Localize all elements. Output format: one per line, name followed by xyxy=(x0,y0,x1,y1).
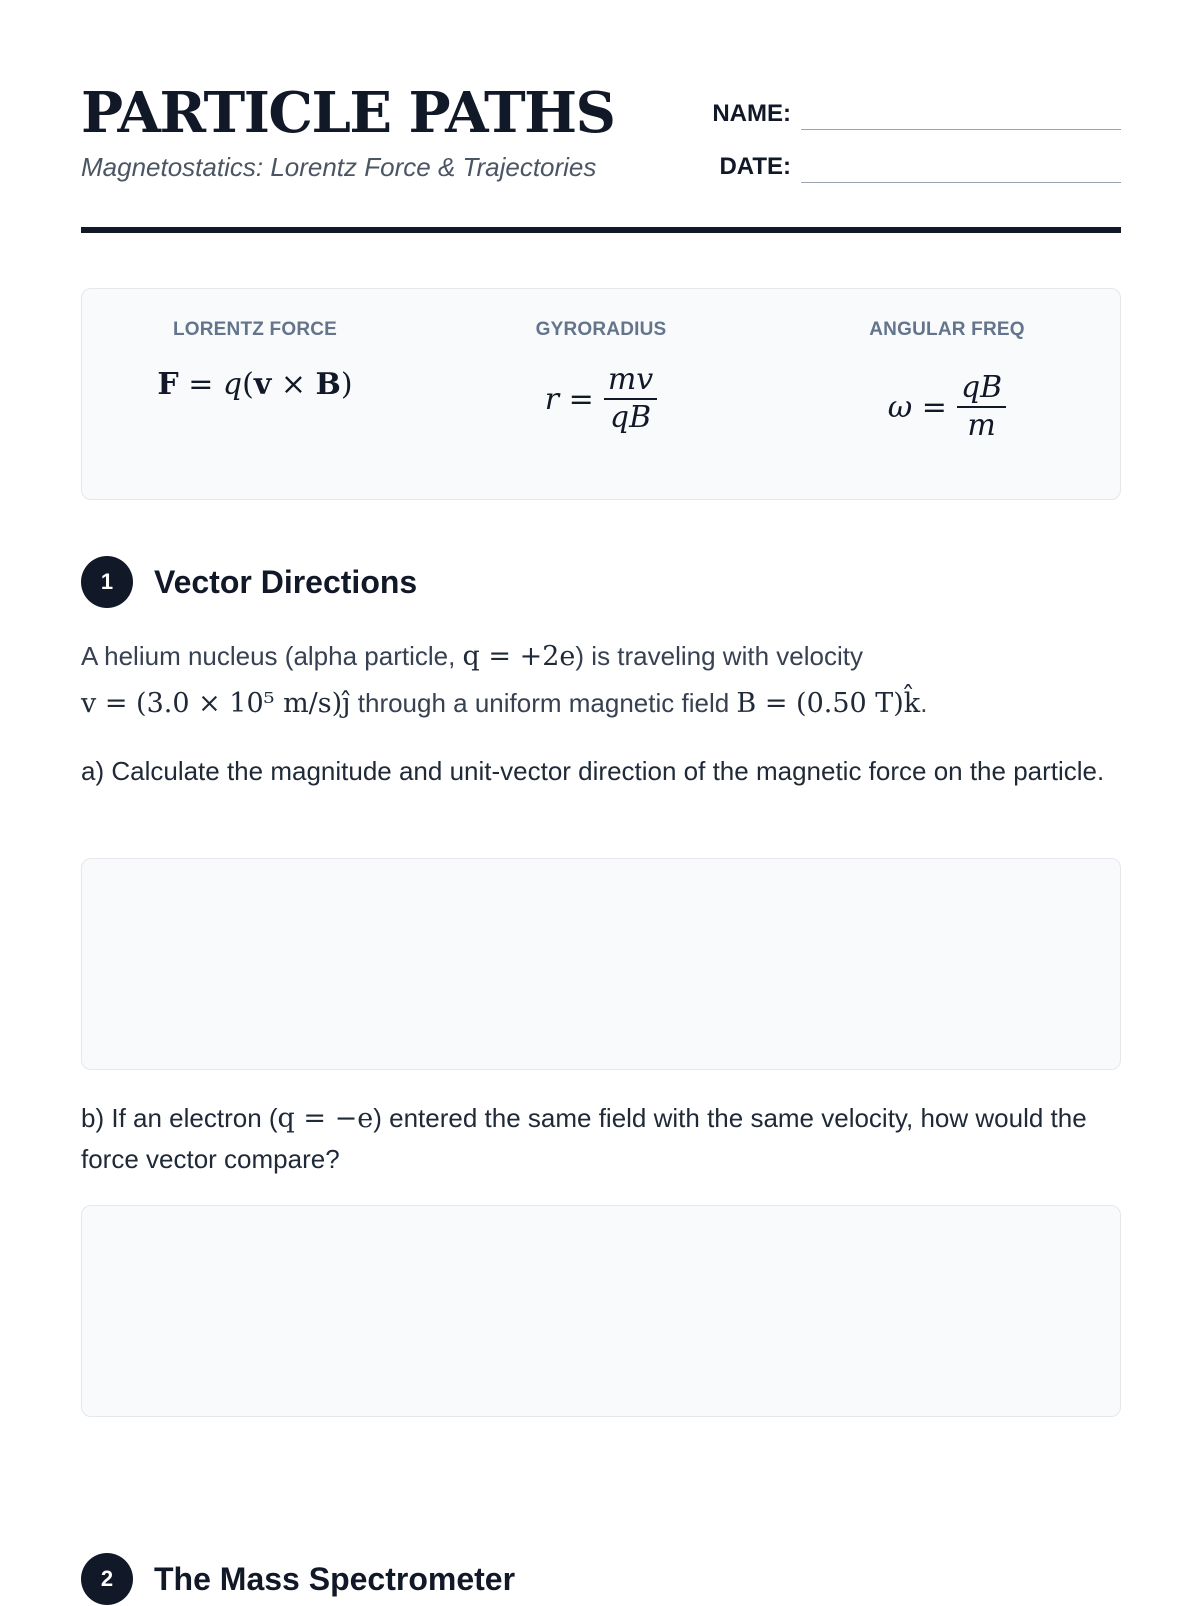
formula-label: GYRORADIUS xyxy=(535,319,667,340)
section-title: Vector Directions xyxy=(154,563,418,600)
problem-text: . xyxy=(920,688,928,718)
question-b xyxy=(81,1098,1121,1179)
section-number-badge: 1 xyxy=(81,556,133,608)
formula-expression: F = q ( v × B ) xyxy=(157,366,353,402)
formula-lorentz-force xyxy=(82,289,428,499)
charge-expression: q = +2e xyxy=(462,641,576,672)
worksheet-header xyxy=(81,0,1121,236)
section-number-badge: 2 xyxy=(81,1553,133,1605)
page-subtitle: Magnetostatics: Lorentz Force & Trajectories xyxy=(81,152,597,182)
name-field[interactable] xyxy=(801,129,1121,130)
answer-box-b[interactable] xyxy=(81,1205,1121,1417)
problem-statement xyxy=(81,633,1121,727)
problem-text: A helium nucleus (alpha particle, xyxy=(81,641,463,671)
problem-text: ) is traveling with velocity xyxy=(575,641,863,671)
question-a: a) Calculate the magnitude and unit-vector direction of the magnetic force on the particle. xyxy=(81,756,1105,786)
formula-angular-freq xyxy=(774,289,1120,499)
charge-expression: q = −e xyxy=(277,1103,374,1134)
velocity-expression: v = (3.0 × 10⁵ m/s)ĵ xyxy=(81,688,351,719)
formula-expression: r = $\frac{mv}{qB}$ xyxy=(428,359,774,439)
date-field[interactable] xyxy=(801,182,1121,183)
formula-gyroradius xyxy=(428,289,774,499)
question-text: ) entered the same field with the same velocity, how would the force vector compare? xyxy=(81,1103,1087,1174)
name-label: NAME: xyxy=(712,100,791,127)
worksheet-page xyxy=(81,0,1121,1597)
date-label: DATE: xyxy=(719,153,791,180)
field-expression: B = (0.50 T)k̂ xyxy=(736,688,921,719)
formula-label: ANGULAR FREQ xyxy=(869,319,1025,340)
question-text: b) If an electron ( xyxy=(81,1103,278,1133)
section-title: The Mass Spectrometer xyxy=(154,1560,516,1597)
header-divider xyxy=(81,227,1121,233)
page-title: PARTICLE PATHS xyxy=(81,80,615,146)
formula-label: LORENTZ FORCE xyxy=(172,319,338,340)
problem-text: through a uniform magnetic field xyxy=(350,688,737,718)
section-1-header xyxy=(81,555,417,609)
formula-reference-card xyxy=(81,288,1121,500)
answer-box-a[interactable] xyxy=(81,858,1121,1070)
formula-expression: ω = $\frac{qB}{m}$ xyxy=(774,367,1120,447)
section-2-header xyxy=(81,1552,515,1606)
